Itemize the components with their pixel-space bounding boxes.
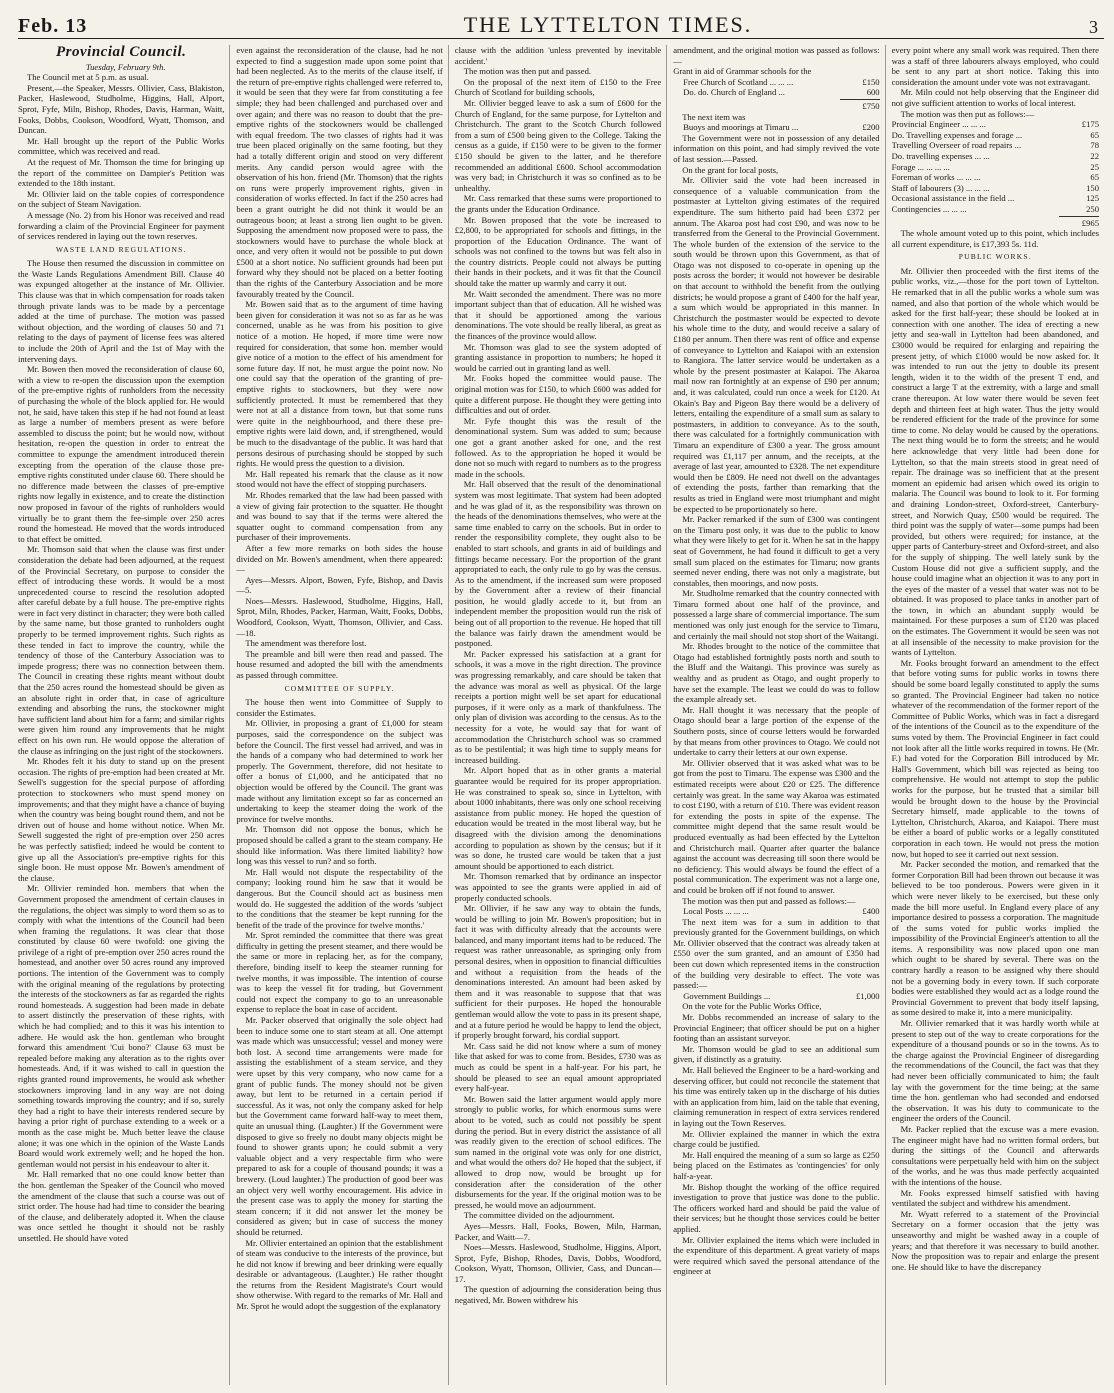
- paragraph: Mr. Thomson said that when the clause was first under consideration the debate had been adjourned, at the request of the Provincial Secretary, on purpose to consider the effect of introducing these words. It would be a most unprecedented course to rescind the resolution adopted after careful debate by a full house. The pre-emptive rights were in fact very distinct in character; they were both called by the same name, but those granted to runholders ought properly to be termed improvement rights. Such rights as these tended in fact to improve the country, while the tendency of those of the Canterbury Association was to impede progress; there was no connection between them. The Council in creating these rights meant without doubt that the 250 acres round the homestead should be given as an absolute right in order that, in case of agriculture extending and absorbing the runs, the stockowner might have sufficient land about him for a farm; and similar rights were given him round any improvements that he might effect on his own run. He would oppose the alteration of the clause as infringing on the just right of the stockowners.: [18, 544, 225, 756]
- paragraph: The amendment was therefore lost.: [245, 638, 367, 649]
- works-label: Do. Travelling expenses and forage ...: [891, 129, 1023, 140]
- works-label: Occasional assistance in the field ...: [891, 193, 1015, 204]
- vote-row: [673, 991, 879, 1002]
- paragraph: Mr. Wyatt referred to a statement of the Provincial Secretary on a former occasion that the jetty was unseaworthy and might be washed away in a couple of years; and that therefore it was necessary to build another. Now the proposition was to repair and enlarge the present one. He should like to have the discrepancy: [891, 1208, 1099, 1272]
- paragraph: Mr. Rhodes felt it his duty to stand up on the present occasion. The rights of pre-emption had been created at Mr. Sewell's suggestion for the special purpose of affording protection to stockowners who must spend money on improvements; and that they might have a chance of buying when the country was being bought round them, and not be driven out of house and home without notice. When Mr. Sewell suggested the right of pre-emption over 250 acres he was perfectly satisfied; indeed he would be content to give up all the Association's pre-emptive rights for this single boon. He must oppose Mr. Bowen's amendment of the clause.: [18, 756, 225, 883]
- newspaper-title: THE LYTTELTON TIMES.: [463, 12, 753, 37]
- paragraph: Mr. Cass said he did not know where a sum of money like that asked for was to come from. Besides, £730 was as much as could be spent in a half-year. For his part, he should be pleased to see an equal amount appropriated every half-year.: [454, 1040, 662, 1094]
- works-value: 65: [1090, 172, 1099, 183]
- paragraph: The Government were not in possession of any detailed information on this point, and had simply revived the vote of last session.—Passed.: [673, 132, 880, 164]
- vote-value: £1,000: [855, 990, 880, 1001]
- works-row: [892, 119, 1099, 130]
- paragraph: Mr. Fyfe thought this was the result of the denominational system. Sum was added to sum; because one got a grant another asked for one, and the rest followed. As to the appropriation he hoped it would be done not so much with regard to numbers as to the progress made in the schools.: [454, 415, 662, 479]
- paragraph: Mr. Bowen said the latter argument would apply more strongly to public works, for which enormous sums were about to be voted, such as could not possibly be spent during the period. But in every district the assistance of all was readily given to the erection of school edifices. The sum named in the original vote was only for one district, and what would the others do? He hoped that the subject, if allowed to drop now, would be brought up for consideration after the consideration of the other disbursements for the year. If the original motion was to be pressed, he would move an adjournment.: [454, 1093, 662, 1210]
- paragraph: Mr. Fooks brought forward an amendment to the effect that before voting sums for public works in towns there should be some board legally constituted to apply the sums so granted. The Provincial Engineer had taken no notice whatever of the recommendation of the former report of the Committee of Public Works, which was in fact a disregard of the intentions of the Council as to the expenditure of the sums voted by them. The Provincial Engineer in fact could not look after all the little works required in towns. He (Mr. F.) had voted for the Corporation Bill introduced by Mr. Hall's Government, which bill was rejected as being too comprehensive. He would not attempt to stop the public works for the purpose, but he trusted that a similar bill would be brought down to the house by the Provincial Secretary himself, made applicable to the towns of Lyttelton, Christchurch, Akaroa, and Kaiapoi. There must be either a board of public works or a legally constituted corporation in each town. He would not press the motion now, but hoped to see it carried out next session.: [891, 657, 1099, 859]
- paragraph: Mr. Sprot reminded the committee that there was great difficulty in getting the present steamer, and there would be the same or more in replacing her, as for the company, therefore, binding itself to keep the steamer running for twelve months, it was impossible. The intention of course was to keep the vessel fit for trading, but Government could not expect the company to go to an unreasonable expense to replace the boat in case of accident.: [236, 930, 443, 1015]
- paragraph: The committee divided on the adjournment.: [463, 1210, 615, 1221]
- works-value: 25: [1090, 161, 1099, 172]
- paragraph: Mr. Studholme remarked that the country connected with Timaru formed about one half of the province, and possessed a large share of commercial importance. The sum mentioned was only just enough for the service to Timaru, and certainly the mail should not stop short of the Waitangi.: [673, 588, 880, 641]
- paragraph: Mr. Hall remarked that no one could know better than the hon. gentleman the Speaker of the Council who moved the amendment of the clause that such a course was out of strict order. The house had had time to consider the bearing of the clause, and deliberately adopted it. When the clause was once settled he thought it should not be rashly unsettled. He should have voted: [18, 1169, 225, 1243]
- sum-rule: [1059, 216, 1099, 217]
- paragraph: Mr. Ollivier, if he saw any way to obtain the funds, would be willing to join Mr. Bowen's proposition; but in fact it was with difficulty already that the accounts were balanced, and many important items had to be reduced. The request was rather unreasonable, as springing only from personal desires, when in opposition to financial difficulties and without a requisition from the heads of the denominations interested. An amount had been asked by them and it was reasonable to suppose that that was sufficient for their purposes. He hoped the honourable gentleman would allow the vote to pass in its present shape, and at a future period he would be happy to lend the object, if properly brought forward, his cordial support.: [454, 903, 662, 1041]
- paragraph: Mr. Hall observed that the result of the denominational system was most legitimate. That system had been adopted and he was glad of it, as the responsibility was thrown on the heads of the denominations themselves, who were at the same time enabled to carry on the schools. But in order to render the responsibility complete, they ought also to be enabled to start schools, and grants in aid of buildings and fittings became necessary. For the proportion of the grant appropriated to each, the only rule to go by was the census. As to the amendment, if the increased sum were proposed by the Government after a review of their financial position, he would gladly accede to it, but from an independent member the proposition would run the risk of being out of all proportion to the revenue. He hoped that till the balance was fairly drawn the amendment would be postponed.: [454, 479, 662, 649]
- works-row: [892, 140, 1099, 151]
- grant-total-row: [673, 101, 879, 112]
- works-label: Staff of labourers (3) ... ... ...: [891, 182, 990, 193]
- paragraph: Mr. Bowen said that as to the argument of time having been given for consideration it was not so as far as he was concerned, unable as he was from his position to give notice of a motion. He hoped, if more time were now required for consideration, that some hon. member would give notice of a motion to the effect of his amendment for some future day. If not, he must argue the point now. No one could say that the operation of the granting of pre-emptive rights to stockowners, but they were now sufficiently protected. It must be remembered that they were not at all a distance from town, but that some runs were quite in the neighbourhood, and there these pre-emptive rights were laid down, and, if strengthened, would be much to the disadvantage of the public. It was hard that persons desirous of purchasing should be stopped by such rights. He would press the question to a division.: [236, 299, 443, 469]
- subheading: PUBLIC WORKS.: [958, 252, 1032, 262]
- paragraph: Mr. Rhodes brought to the notice of the committee that Otago had established fortnightly posts north and south to the Bluff and the Waitangi. This province was surely as wealthy and as prudent as Otago, and ought properly to have set the example. The least we could do was to follow the example already set.: [673, 641, 880, 705]
- paragraph: Mr. Fooks hoped the committee would pause. The original motion was for £150, to which £600 was added for quite a different purpose. He thought they were getting into difficulties and out of order.: [454, 373, 662, 416]
- works-value: £175: [1081, 119, 1099, 130]
- paragraph: The whole amount voted up to this point, which includes all current expenditure, is £17,393 5s. 11d.: [891, 228, 1099, 249]
- paragraph: Mr. Cass remarked that these sums were proportioned to the grants under the Education Ordinance.: [454, 193, 662, 214]
- works-value: 150: [1086, 182, 1099, 193]
- subheading: COMMITTEE OF SUPPLY.: [284, 683, 395, 693]
- column-5: [892, 45, 1104, 1385]
- paragraph: Mr. Ollivier explained the manner in which the extra charge could be justified.: [673, 1128, 880, 1150]
- paragraph: Mr. Thomson would be glad to see an additional sum given, if distinctly as a gratuity.: [673, 1043, 880, 1065]
- paragraph: The next item was: [682, 111, 746, 122]
- paragraph: Ayes—Messrs. Hall, Fooks, Bowen, Miln, Harman, Packer, and Waitt—7.: [454, 1220, 662, 1242]
- paragraph: Mr. Ollivier begged leave to ask a sum of £600 for the Church of England, for the same purpose, for Lyttelton and Christchurch. The grant to the Scotch Church followed from a sum of £500 being given to the College. Taking the census as a guide, if £150 were to be given to the former £150 should be given to the latter, and he therefore recommended an additional £600. School accommodation was very bad; in Christchurch it was so confined as to be unhealthy.: [454, 97, 662, 193]
- paragraph: Mr. Hall would not dispute the respectability of the company; looking round him he saw that it would be dangerous. But the Council should act as business men would do. He suggested the addition of the words 'subject to the conditions that the steamer be kept running for the benefit of the trade of the province for twelve months.': [236, 866, 443, 930]
- subheading: WASTE LAND REGULATIONS.: [55, 244, 187, 254]
- paragraph: The next item was for a sum in addition to that previously granted for the Government buildings, on which Mr. Ollivier observed that the contract was already taken at £550 over the sum granted, and an amount of £350 had been cut down which represented items in the construction of the building very desirable to effect. The vote was passed:—: [673, 916, 880, 991]
- grant-value: £150: [862, 76, 880, 87]
- paragraph: Noes—Messrs. Haslewood, Studholme, Higgins, Hall, Sprot, Miln, Rhodes, Packer, Harman, Waitt, Fooks, Dobbs, Woodford, Cookson, Wyatt, Thomson, Ollivier, and Cass.—18.: [236, 595, 443, 638]
- paragraph: Ayes—Messrs. Alport, Bowen, Fyfe, Bishop, and Davis—5.: [236, 574, 443, 596]
- vote-label: Buoys and moorings at Timaru ...: [683, 122, 799, 133]
- paragraph: Mr. Bowen proposed that the vote be increased to £2,800, to be appropriated for schools and fittings, in the proportion of the Education Ordinance. The want of schools was not confined to the towns but was felt also in the country districts. People could not always be putting their hands in their pockets, and it was fit that the Council should take the matter up warmly and carry it out.: [454, 214, 662, 289]
- paragraph: Mr. Waitt seconded the amendment. There was no more important subject than that of education. All he wished was that it should be apportioned among the various denominations. The vote should be really liberal, as great as the finances of the province would allow.: [454, 288, 662, 342]
- grant-row: [673, 77, 879, 88]
- grant-label: Do. do. Church of England ...: [683, 87, 785, 98]
- column-3: [455, 45, 667, 1385]
- vote-row: [673, 906, 879, 917]
- paragraph: Mr. Bishop thought the working of the office required investigation to prove that justice was done to the public. The officers worked hard and should be paid the value of their services; but he thought those services could be better applied.: [673, 1181, 880, 1234]
- paragraph: Noes—Messrs. Haslewood, Studholme, Higgins, Alport, Sprot, Fyfe, Bishop, Rhodes, Davis, Dobbs, Woodford, Cookson, Wyatt, Thomson, Ollivier, Cass, and Duncan—17.: [454, 1242, 662, 1284]
- works-row: [892, 172, 1099, 183]
- paragraph: Mr. Ollivier explained the items which were included in the expenditure of this department. A great variety of maps were required which saved the personal attendance of the engineer at: [673, 1234, 880, 1277]
- paragraph: Mr. Ollivier reminded hon. members that when the Government proposed the amendment of certain clauses in the regulations, the object was simply to word them so as to comply with what the intentions of the Council had been when framing the regulations. It was clear that those constituted by clause 60 were twofold: one giving the privilege of a right of pre-emption over 250 acres round the homestead, and another over 50 acres round any improved portions. The intention of the Government was to comply with the original meaning of the regulations by protecting the interests of the stockowners as far as regarded the rights round homesteads. A suggestion had been made in debate to assert distinctly the preservation of these rights, with which he had complied; and to this it was his intention to adhere. He would ask the hon. gentleman who brought forward this amendment 'Cui bono?' Clause 63 must be repealed before making any alteration as to the rights over homesteads. And, if it was wished to call in question the rights granted round improvements, he would ask whether stockowners improving land in any way are not doing something towards improving the country; and if so, surely they had a right to have their interests rendered secure by having a prior right of purchase extending to a week or a month as the case might be. Much better leave the clause alone; it was one which in the opinion of the Waste Lands Board would work extremely well; and he hoped the hon. gentleman would not persist in his endeavour to alter it.: [18, 883, 225, 1169]
- paragraph: On the grant for local posts,: [682, 164, 779, 175]
- works-total: £965: [1081, 217, 1099, 228]
- grant-label: Free Church of Scotland ... ... ...: [683, 76, 794, 87]
- paragraph: Mr. Ollivier, in proposing a grant of £1,000 for steam purposes, said the correspondence on the subject was before the Council. The first vessel had arrived, and was in the hands of a company who had determined to work her properly. The Government, therefore, did not hesitate to offer a bonus of £1,000, and he anticipated that no objection would be offered by the Council. The grant was made without any limitation except so far as concerned an undertaking to keep the steamer doing the work of the province for twelve months.: [236, 718, 443, 824]
- paragraph: The motion was then put and passed.: [463, 66, 592, 77]
- paragraph: The Council met at 5 p.m. as usual.: [27, 72, 149, 83]
- works-row: [892, 183, 1099, 194]
- column-4: [673, 45, 885, 1385]
- works-row: [892, 162, 1099, 173]
- works-label: Do. travelling expenses ... ...: [891, 150, 990, 161]
- vote-value: £400: [862, 906, 880, 917]
- grant-value: 600: [866, 87, 880, 98]
- paragraph: every point where any small work was required. Then there was a staff of three labourers always employed, who could be sent to any part at short notice. Taking this into consideration the amount under vote was not extravagant.: [891, 45, 1099, 87]
- paragraph: Mr. Fooks expressed himself satisfied with having ventilated the subject and withdrew his amendment.: [891, 1187, 1099, 1209]
- page-number: 3: [1089, 17, 1098, 37]
- paragraph: Mr. Thomson remarked that by ordinance an inspector was appointed to see the grants were applied in aid of properly conducted schools.: [454, 871, 662, 903]
- paragraph: Mr. Thomson did not oppose the bonus, which he proposed should be called a grant to the steam company. He should like information. Was there limited liability? how long was this vessel to run? and so forth.: [236, 824, 443, 867]
- paragraph: Mr. Hall enquired the meaning of a sum so large as £250 being placed on the Estimates as 'contingencies' for only half-a-year.: [673, 1149, 880, 1181]
- works-value: 125: [1086, 193, 1099, 204]
- paragraph: After a few more remarks on both sides the house divided on Mr. Bowen's amendment, when there appeared:—: [236, 542, 443, 575]
- paragraph: The motion was then put and passed as follows:—: [682, 895, 856, 906]
- grant-total: £750: [862, 100, 880, 111]
- paragraph: Mr. Dobbs recommended an increase of salary to the Provincial Engineer; that officer should be put on a higher footing than an assistant surveyor.: [673, 1012, 880, 1044]
- article-columns: [18, 39, 1104, 1385]
- paragraph: The question of adjourning the consideration being thus negatived, Mr. Bowen withdrew his: [454, 1284, 662, 1306]
- paragraph: Mr. Packer remarked if the sum of £300 was contingent on the Timaru post only, it was due to the public to know what they were likely to get for it. When he sat in the happy seat of Government, he had found it difficult to get a very small sum placed on the estimates for Timaru; now grants seemed never ending, there was not only a magistrate, but constables, then moorings, and now posts.: [673, 514, 880, 588]
- paragraph: Mr. Packer observed that originally the sole object had been to induce some one to start steam at all. One attempt was made which was unsuccessful; vessel and money were both lost. A second time arrangements were made for assisting the establishment of a steam service, and they were upset by this very company, who now came for a grant of public funds. The money should not be given away, but lent to be returned in a certain period if successful. As it was, not only the company asked for help but the Government came forward half-way to meet them, quite an unusual thing. (Laughter.) If the Government were disposed to give so freely no doubt many objects might be found to shower grants upon; he could submit a very valuable object and a very respectable firm who were prepared to ask for a couple of thousand pounds; it was a brewery. (Loud laughter.) The production of good beer was an object very well worthy encouragement. His advice in the present case was to apply the money for starting the steam concern; if it did not answer let the money be considered as given; but in case of success the money should be returned.: [236, 1015, 443, 1237]
- vote-label: Government Buildings ...: [683, 990, 771, 1001]
- paragraph: Mr. Alport hoped that as in other grants a material guarantee would be required for its proper appropriation. He was constrained to speak so, since in Lyttelton, with about 1000 inhabitants, there was only one school receiving assistance from public money. He hoped the question of education would be treated in the most liberal way, but he disagreed with the division among the denominations according to population as shown by the census; but if it was so done, he trusted care would be taken that a just amount should be apportioned to each district.: [454, 765, 662, 871]
- grant-row: [673, 87, 879, 98]
- paragraph: Mr. Ollivier said the vote had been increased in consequence of a valuable communication from the postmaster at Lyttelton giving estimates of the required expenditure. The sum hitherto paid had been £372 per annum. The Akaroa post had cost £90, and was now to be transferred from the General to the Provincial Government. The whole burden of the extension of the service to the south would be thrown upon this Government, as that of Otago was not disposed to co-operate in opening up the posts across the border; it would not however be desirable on that account to withhold the benefit from the outlying districts; he would propose a grant of £400 for the half year, a sum which would be appropriated in this manner. In Christchurch the postmaster would be expected to devote his whole time to the duty, and would receive a salary of £180 per annum. Then there was rent of office and expense of conveyance to Lyttelton and Kaiapoi with an extension to Rangiora. The latter service would be undertaken as a whole by the present postmaster at Kaiapoi. The Akaroa mail now ran fortnightly at an expense of £90 per annum; and, it was calculated, could run once a week for £120. At Okain's Bay and Pigeon Bay there would be a delivery of letters, entailing the expenditure of a small sum as salary to postmasters, in addition to conveyance. As to the south, there was calculated for a fortnightly communication with Timaru an expenditure of £300 a year. The gross amount required was £1,117 per annum, and the receipts, at the average of last year, amounted to £328. The net expenditure would then be £809. He need not dwell on the advantages of extending the posts, farther than remarking that the results as tried in England were most triumphant and might be expected to be proportionately so here.: [673, 175, 880, 514]
- paragraph: Mr. Hall brought up the report of the Public Works committee, which was received and read.: [18, 135, 225, 157]
- paragraph: Mr. Packer replied that the excuse was a mere evasion. The engineer might have had no written formal orders, but during the sittings of the Council and afterwards consultations were perpetually held with him on the subject of the works, and he was thus made perfectly acquainted with the intentions of the house.: [891, 1123, 1099, 1187]
- paragraph: Mr. Miln could not help observing that the Engineer did not give sufficient attention to works of local interest.: [891, 87, 1099, 108]
- paragraph: Mr. Packer seconded the motion, and remarked that the former Corporation Bill had been thrown out because it was believed to be too ponderous. Powers were given in it which were never likely to be exercised, but these only made the bill more useful. In England every place of any importance desired to possess a corporation. The magnitude of the sums voted for public works implied the impossibility of the Provincial Engineer's attention to all the items. A responsibility was now placed upon one man which ought to be shared by several. There was on the contrary hardly a reason to be assigned why there should not be a governing body in every town. If such corporate bodies were established they would act as a lodge round the Provincial Government to prevent that body itself lapsing, as some desired to make it, into a mere municipality.: [891, 859, 1099, 1018]
- paragraph: At the request of Mr. Thomson the time for bringing up the report of the committee on Dampier's Petition was extended to the 18th instant.: [18, 156, 225, 189]
- paragraph: On the vote for the Public Works Office,: [682, 1001, 822, 1012]
- paragraph: even against the reconsideration of the clause, had he not expected to find a suggestion made upon some point that had been neglected. As to the merits of the clause itself, if the return of pre-emptive rights challenged were referred to, it would be seen that they were far from constituting a fee simple; they had been challenged and purchased over and over again; and there was no reason to doubt that the pre-emptive rights of the stockowners would be challenged with equal freedom. The two classes of rights had it was true been placed originally on the same footing, but they had a totally different origin and stood on very different merits. Any candid person would agree with the observation of his hon. friend (Mr. Thomson) that the rights on runs were properly improvement rights, given in consideration of works effected. In fact if the 250 acres had been a grant outright he did not think it would be an outrageous boon; at least a strong lien ought to be given. Supposing the amendment now proposed were to pass, the stockowners would have to purchase the whole block at once, and very often it would not be possible to put down £500 at a short notice. No sufficient grounds had been put forward why they should not be placed on a better footing than the rights of the Canterbury Association and be more favourably treated by the Council.: [236, 45, 443, 299]
- paragraph: The house then went into Committee of Supply to consider the Estimates.: [236, 697, 443, 718]
- vote-label: Local Posts ... ... ...: [683, 906, 749, 917]
- works-value: 65: [1090, 129, 1099, 140]
- paragraph: Mr. Hall believed the Engineer to be a hard-working and deserving officer, but could not reconcile the statement that his time was entirely taken up in the discharge of his duties with an application from him, laid on the table that evening, claiming remuneration in respect of extra services rendered in laying out the Town Reserves.: [673, 1065, 880, 1128]
- paragraph: Mr. Packer expressed his satisfaction at a grant for schools, it was a move in the right direction. The province was progressing remarkably, and care should be taken that the advance was moral as well as physical. Of the large receipts a portion might well be set apart for educational purposes, if it were only as a mark of thankfulness. The only plan of division was according to the census. As to the necessity for a vote, he would say that for want of accommodation the Christchurch school was so crammed as to be pestilential; it was high time to supply means for increased building.: [454, 648, 662, 765]
- works-label: Foreman of works ... ... ...: [891, 172, 981, 183]
- paragraph: Mr. Thomson was glad to see the system adopted of granting assistance in proportion to numbers; he hoped it would be carried out in granting land as well.: [454, 341, 662, 373]
- paragraph: Mr. Ollivier observed that it was asked what was to be got from the post to Timaru. The expense was £300 and the estimated receipts were about £20 or £25. The difference certainly was great. In the same way Akaroa was estimated to cost £190, with a return of £10. There was evident reason for extending the posts in spite of the expense. The committee might depend that the same result would be produced eventually as had been effected by the Lyttelton and Christchurch mail. Quarter after quarter the balance against the account was decreasing till soon there would be no deficiency. This would always be found the effect of a postal communication. The experiment was not a large one, and could be broken off if not found to answer.: [673, 757, 880, 895]
- works-total-row: [892, 218, 1099, 229]
- paragraph: The preamble and bill were then read and passed. The house resumed and adopted the bill with the amendments as passed through committee.: [236, 648, 443, 681]
- issue-date: Feb. 13: [18, 15, 88, 37]
- works-label: Contingencies ... ... ...: [891, 203, 967, 214]
- column-2: [236, 45, 448, 1385]
- section-heading: Provincial Council.: [56, 45, 187, 60]
- column-1: [18, 45, 230, 1385]
- works-label: Provincial Engineer ... ... ...: [891, 119, 986, 130]
- paragraph: Present,—the Speaker, Messrs. Ollivier, Cass, Blakiston, Packer, Haslewood, Studholme, Higgins, Hall, Alport, Sprot, Fyfe, Miln, Bishop, Rhodes, Davis, Harman, Waitt, Fooks, Dobbs, Cookson, Woodford, Wyatt, Thomson, and Duncan.: [18, 82, 225, 136]
- vote-value: £200: [862, 122, 880, 133]
- works-row: [892, 193, 1099, 204]
- grant-title: Grant in aid of Grammar schools for the: [673, 66, 812, 77]
- works-label: Travelling Overseer of road repairs ...: [891, 140, 1022, 151]
- paragraph: Mr. Bowen then moved the reconsideration of clause 60, with a view to re-open the discussion upon the exemption of the pre-emptive rights of runholders from the necessity of purchasing the whole of the block applied for. He would not, he said, have taken this step if he had not found at least as large a number of members present as were before assembled to discuss the point; but he would now, without hesitation, re-open the question in order to entreat the committee to expunge the amendment introduced therein excepting from the operation of the clause those pre-emptive rights constituted under clause 60. There should be no difference made between the classes of pre-emptive rights now legally in existence, and to create the distinction now proposed in favour of the rights of runholders would virtually be to grant them the fee-simple over 250 acres round the homestead. He moved that the words introduced to that effect be omitted.: [18, 364, 225, 544]
- paragraph: The House then resumed the discussion in committee on the Waste Lands Regulations Amendment Bill. Clause 40 was expunged altogether at the instance of Mr. Ollivier. This clause was that in which compensation for roads taken through private lands was to be made by a percentage added at the time of purchase. The motion was passed without objection, and the wording of clauses 50 and 71 relating to the days of payment of license fees was altered to include the 20th of April and the 1st of May with the intervening days.: [18, 258, 225, 364]
- works-row: [892, 204, 1099, 215]
- paragraph: Mr. Ollivier laid on the table copies of correspondence on the subject of Steam Navigation.: [18, 188, 225, 210]
- paragraph: Mr. Ollivier then proceeded with the first items of the public works, viz.,—those for the port town of Lyttelton. He remarked that in all the public works a whole sum was named, and also that portion of the whole which would be asked for the first half-year; these should be looked at in connection with one another. The idea of erecting a new jetty and sea-wall in Lyttelton had been abandoned, and £3000 would be required for enlarging and repairing the present jetty, of which £1000 would be now asked for. It was intended to run out the jetty to double its present length, widen it to the width of the present T end, and construct a large T at the extremity, with a large and small crane thereupon. At low water there would be seven feet depth and thirteen feet at high water. Thus the jetty would be rendered efficient for the trade of the province for some time to come. No delay would be caused by the operations. The next thing would be to form the streets; and he would here acknowledge that very little had been done for Lyttelton, so that the main streets stood in great need of repair. The drainage was so inefficient that at the present moment an epidemic had arisen which owed its origin to malaria. The Council was bound to look to it. For forming and draining London-street, Oxford-street, Canterbury-street, and Norwich Quay, £500 would be required. The third point was the supply of water—some pumps had been provided, but others were required; for instance, at the upper parts of Canterbury-street and Oxford-street, and also for the supply of shipping. The well lately sunk by the Custom House did not give a sufficient supply, and the house could imagine what an objection it was to any port in the eyes of the master of a vessel that water was not to be obtained. It was proposed to place tanks in another part of the town, in which an abundant supply would be maintained. For these purposes a sum of £120 was placed on the estimates. The Government it would be seen was not at all insensible of the necessity to make provision for the wants of Lyttelton.: [891, 265, 1099, 658]
- paragraph: clause with the addition 'unless prevented by inevitable accident.': [454, 45, 662, 66]
- sum-rule: [840, 99, 880, 100]
- paragraph: Mr. Ollivier remarked that it was hardly worth while at present to step out of the way to create corporations for the expenditure of a thousand pounds or so in the towns. As to the charge against the Provincial Engineer of disregarding the recommendations of the Council, the fact was that they had never been officially communicated to him; the fault lay with the government for the time being; at the same time the hon. gentleman who had seconded and endorsed the observation. It was his duty to communicate to the engineer the orders of the Council.: [891, 1018, 1099, 1124]
- dateline: Tuesday, February 9th.: [85, 61, 166, 72]
- paragraph: Mr. Rhodes remarked that the law had been passed with a view of giving fair protection to the squatter. He thought and was bound to say that if the terms were altered the squatter ought to command compensation from any purchaser of their improvements.: [236, 489, 443, 543]
- paragraph: Mr. Ollivier entertained an opinion that the establishment of steam was conducive to the interests of the province, but he did not know if brewing and beer drinking were equally desirable or advantageous. (Laughter.) He rather thought the returns from the Resident Magistrate's Court would show otherwise. With regard to the remarks of Mr. Hall and Mr. Sprot he would adopt the suggestion of the explanatory: [236, 1237, 443, 1312]
- works-label: Forage ... ... ... ...: [891, 161, 950, 172]
- works-row: [892, 151, 1099, 162]
- works-row: [892, 130, 1099, 141]
- works-value: 250: [1086, 203, 1099, 214]
- paragraph: Mr. Hall thought it was necessary that the people of Otago should bear a large portion of the expense of the Southern posts, since of course letters would be forwarded by that means from other provinces to Otago. We could not undertake to carry their letters at our own expense.: [673, 704, 880, 758]
- vote-row: [673, 122, 879, 133]
- masthead: [18, 6, 1104, 39]
- paragraph: Mr. Hall repeated his remark that the clause as it now stood would not have the effect of stopping purchasers.: [236, 468, 443, 490]
- works-value: 22: [1090, 150, 1099, 161]
- works-value: 78: [1090, 140, 1099, 151]
- paragraph: amendment, and the original motion was passed as follows:—: [673, 45, 880, 66]
- paragraph: The motion was then put as follows:—: [900, 108, 1035, 119]
- paragraph: A message (No. 2) from his Honor was received and read forwarding a claim of the Provincial Engineer for payment of services rendered in laying out the town reserves.: [18, 209, 225, 242]
- paragraph: On the proposal of the next item of £150 to the Free Church of Scotland for building schools,: [454, 76, 662, 98]
